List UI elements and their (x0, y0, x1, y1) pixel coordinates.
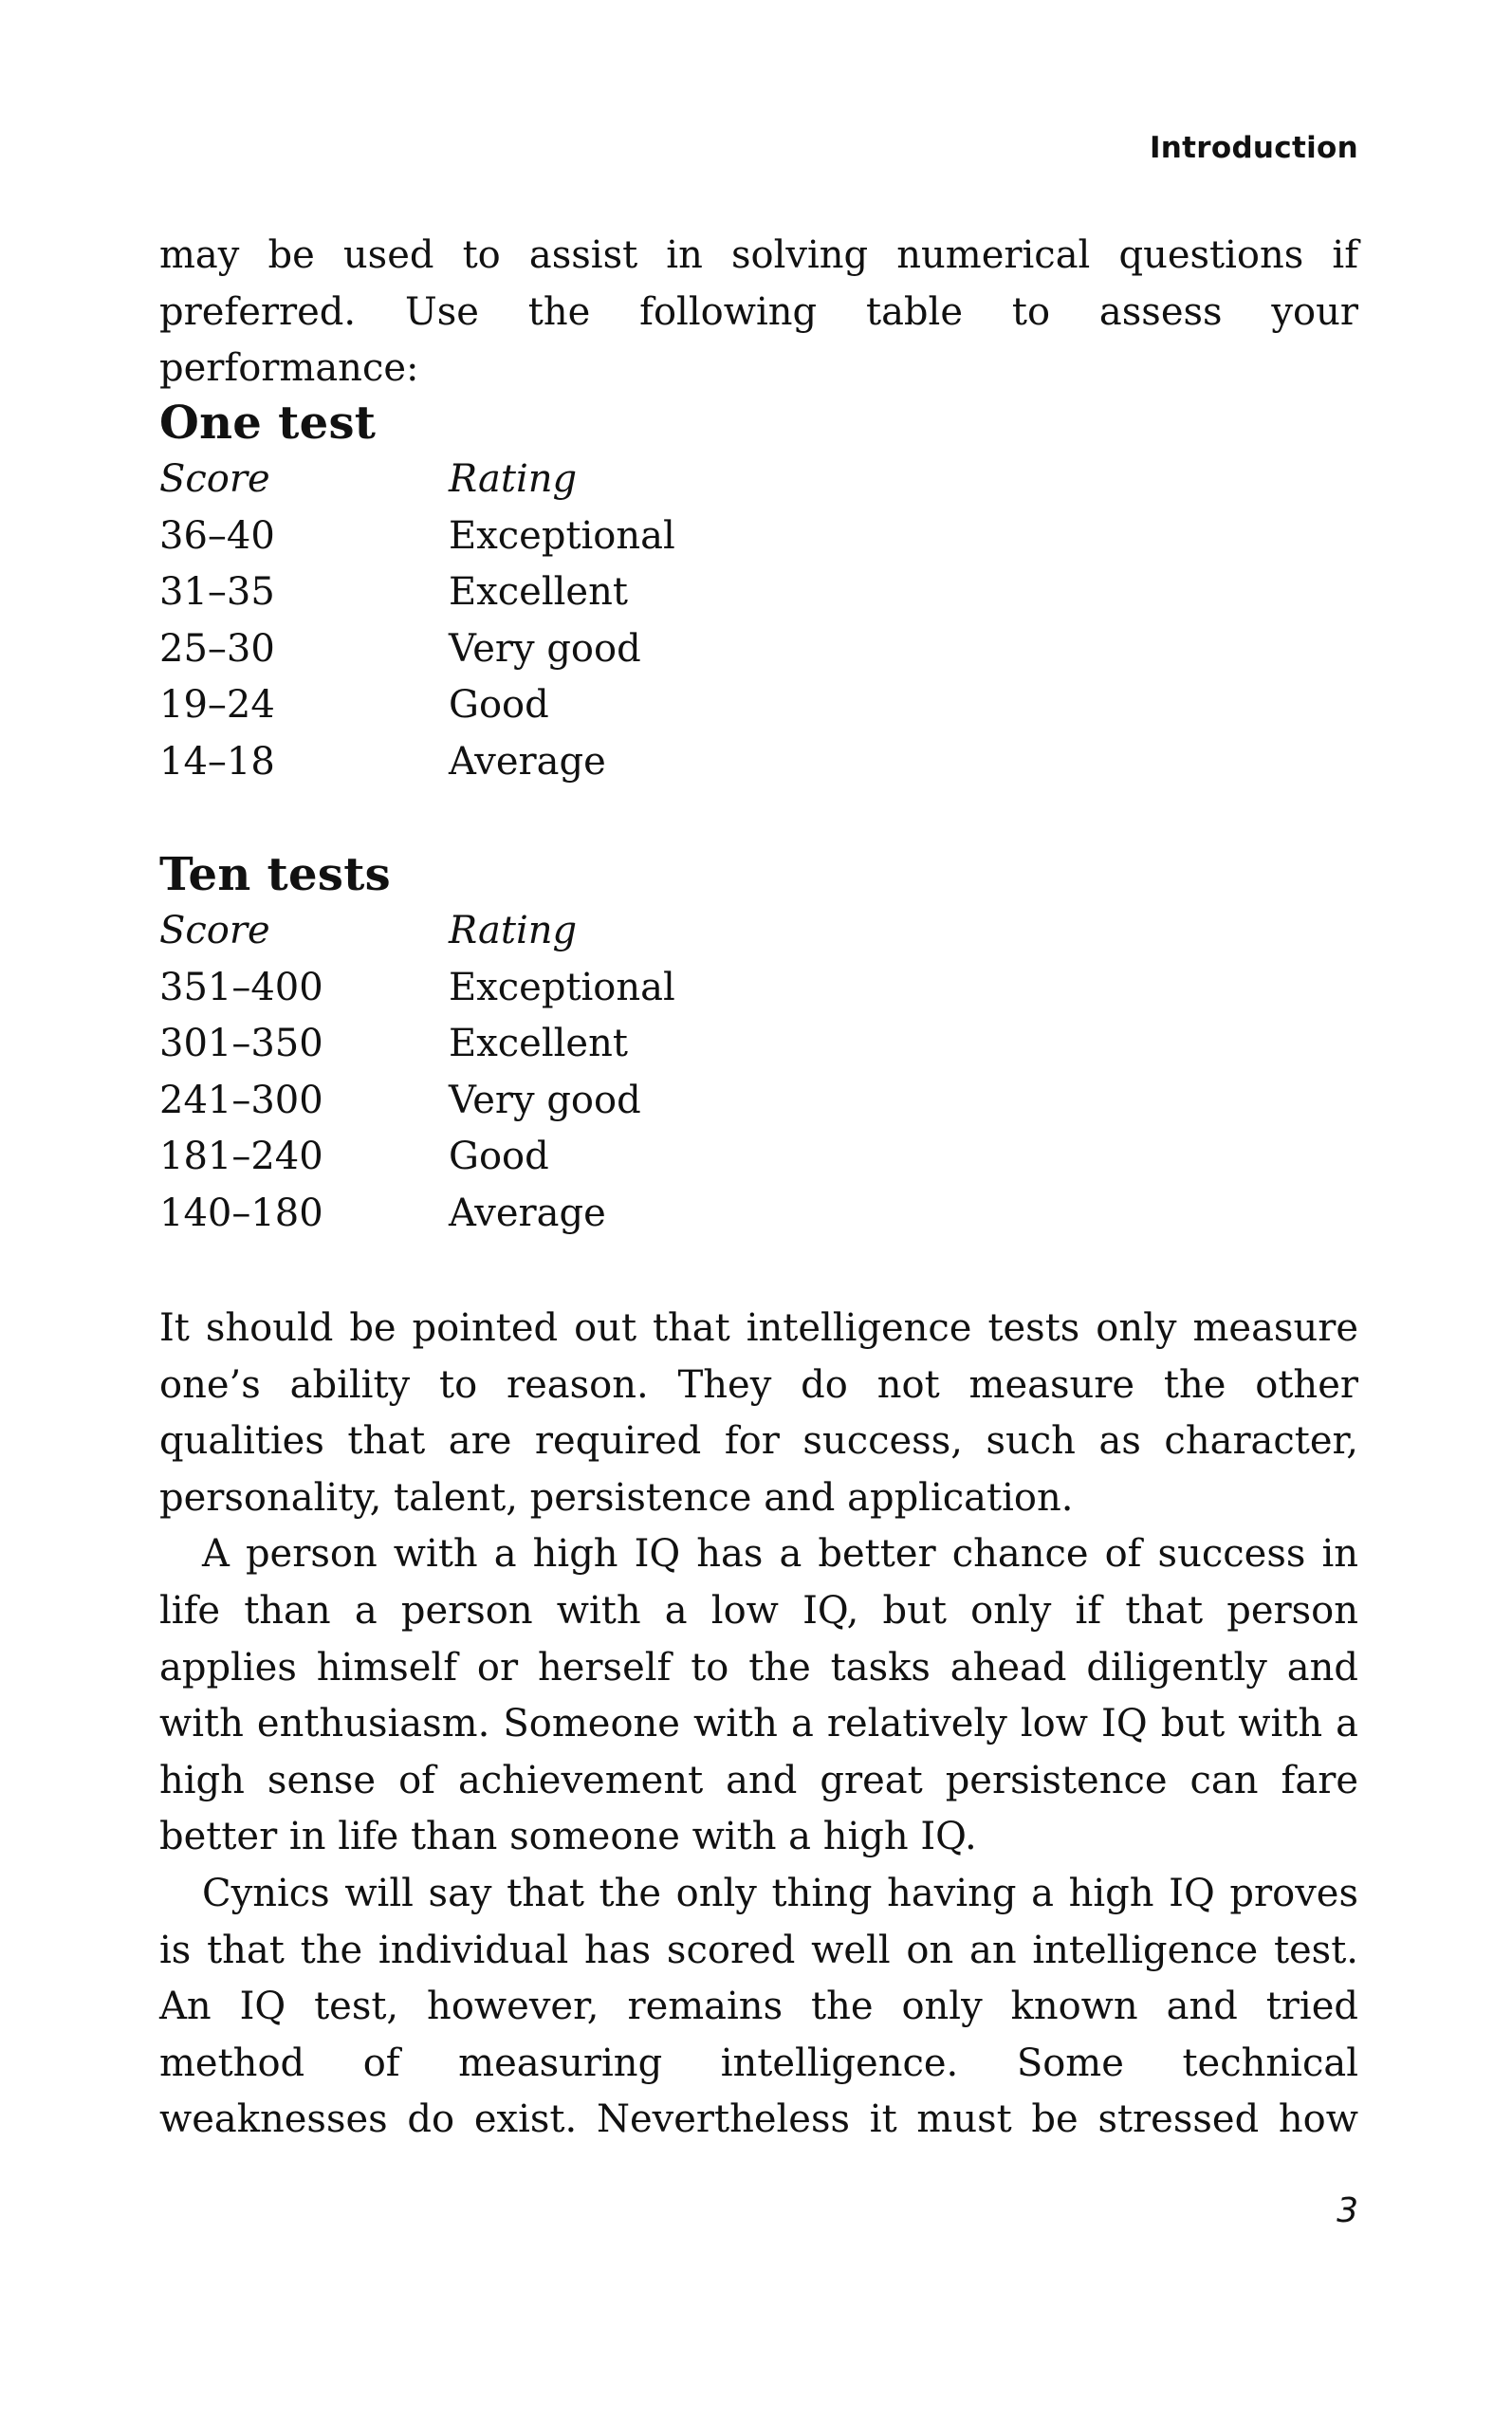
ten-tests-heading: Ten tests (159, 848, 391, 901)
body-paragraph: Cynics will say that the only thing having a high IQ proves is that the individual has scored well on an intelligence test. An IQ test, however, remains the only known and tried method of measuring intelligence. Some technical weaknesses do exist. Nevertheless it must be stressed how (159, 1871, 1358, 2142)
score-cell: 31–35 (159, 570, 275, 615)
score-column-header: Score (159, 457, 270, 501)
table-row (159, 734, 675, 791)
rating-column-header: Rating (449, 909, 578, 952)
rating-cell: Average (449, 739, 606, 784)
one-test-table (159, 452, 675, 791)
score-cell: 140–180 (159, 1191, 323, 1235)
score-cell: 181–240 (159, 1135, 323, 1179)
table-row (159, 677, 675, 734)
score-cell: 301–350 (159, 1022, 323, 1066)
rating-cell: Average (449, 1191, 606, 1235)
intro-paragraph: may be used to assist in solving numerical questions if preferred. Use the following table to assess your performance: (159, 233, 1358, 391)
one-test-section (159, 395, 1358, 791)
score-cell: 241–300 (159, 1078, 323, 1122)
score-column-header: Score (159, 909, 270, 952)
running-head: Introduction (1149, 131, 1358, 165)
intro-text (159, 228, 1358, 397)
rating-cell: Very good (449, 626, 641, 671)
ten-tests-section (159, 846, 1358, 1243)
closing-text (159, 1301, 1358, 2149)
ten-tests-table (159, 903, 675, 1243)
table-header-row (159, 903, 675, 960)
table-row (159, 564, 675, 621)
one-test-heading: One test (159, 397, 377, 450)
rating-column-header: Rating (449, 457, 578, 501)
rating-cell: Good (449, 1135, 549, 1179)
body-paragraph: A person with a high IQ has a better chance of success in life than a person with a low IQ, but only if that person applies himself or herself to the tasks ahead diligently and with enthusiasm. Someone with a relatively low IQ but with a high sense of achievement and great persistence can fare better in life than someone with a high IQ. (159, 1532, 1358, 1859)
table-row (159, 960, 675, 1017)
table-row (159, 621, 675, 678)
table-row (159, 1073, 675, 1130)
rating-cell: Exceptional (449, 513, 675, 558)
score-cell: 14–18 (159, 739, 275, 784)
score-cell: 36–40 (159, 513, 275, 558)
score-cell: 19–24 (159, 683, 275, 728)
page-number: 3 (1337, 2191, 1358, 2230)
score-cell: 351–400 (159, 965, 323, 1009)
rating-cell: Exceptional (449, 965, 675, 1009)
body-paragraph: It should be pointed out that intelligence tests only measure one’s ability to reason. They do not measure the other qualities that are required for success, such as character, personality, talent, persistence and application. (159, 1306, 1358, 1520)
rating-cell: Good (449, 683, 549, 728)
table-row (159, 1186, 675, 1243)
table-row (159, 1016, 675, 1073)
table-row (159, 508, 675, 565)
score-cell: 25–30 (159, 626, 275, 671)
table-row (159, 1129, 675, 1186)
rating-cell: Very good (449, 1078, 641, 1122)
table-header-row (159, 452, 675, 508)
rating-cell: Excellent (449, 570, 628, 615)
rating-cell: Excellent (449, 1022, 628, 1066)
